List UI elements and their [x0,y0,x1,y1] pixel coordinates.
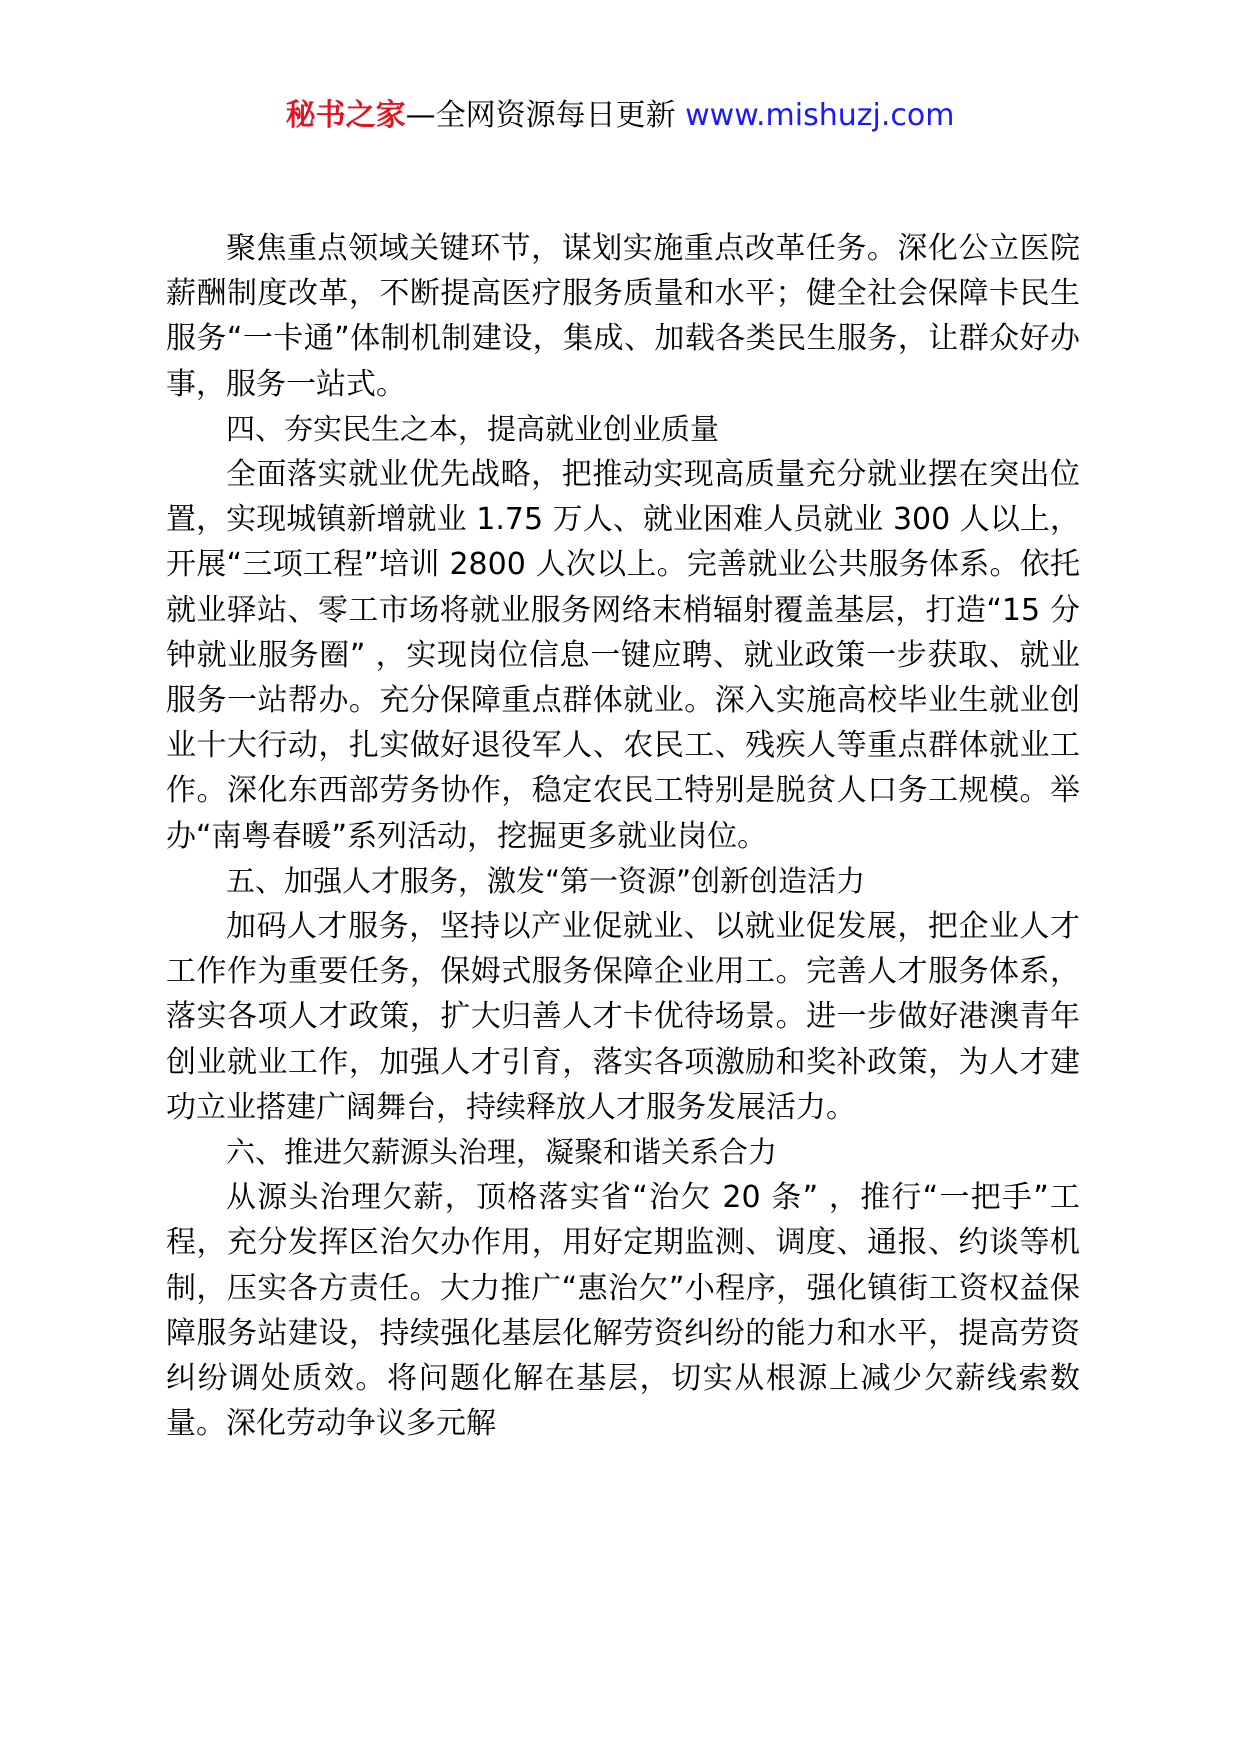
paragraph-employment: 全面落实就业优先战略，把推动实现高质量充分就业摆在突出位置，实现城镇新增就业 1.75 万人、就业困难人员就业 300 人以上，开展“三项工程”培训 2800 人次以上。完善就业公共服务体系。依托就业驿站、零工市场将就业服务网络末梢辐射覆盖基层，打造“15 分钟就业服务圈” ，实现岗位信息一键应聘、就业政策一步获取、就业服务一站帮办。充分保障重点群体就业。深入实施高校毕业生就业创业十大行动，扎实做好退役军人、农民工、残疾人等重点群体就业工作。深化东西部劳务协作，稳定农民工特别是脱贫人口务工规模。举办“南粤春暖”系列活动，挖掘更多就业岗位。 [166,457,1080,854]
paragraph-wage-arrears: 从源头治理欠薪，顶格落实省“治欠 20 条” ，推行“一把手”工程，充分发挥区治欠办作用，用好定期监测、调度、通报、约谈等机制，压实各方责任。大力推广“惠治欠”小程序，强化镇街工资权益保障服务站建设，持续强化基层化解劳资纠纷的能力和水平，提高劳资纠纷调处质效。将问题化解在基层，切实从根源上减少欠薪线索数量。深化劳动争议多元解 [166,1180,1080,1442]
paragraph-talent-services: 加码人才服务，坚持以产业促就业、以就业促发展，把企业人才工作作为重要任务，保姆式服务保障企业用工。完善人才服务体系，落实各项人才政策，扩大归善人才卡优待场景。进一步做好港澳青年创业就业工作，加强人才引育，落实各项激励和奖补政策，为人才建功立业搭建广阔舞台，持续释放人才服务发展活力。 [166,909,1080,1125]
section-heading-6: 六、推进欠薪源头治理，凝聚和谐关系合力 [226,1135,778,1170]
section-heading-4: 四、夯实民生之本，提高就业创业质量 [226,411,720,446]
site-url-link[interactable]: www.mishuzj.com [685,98,955,133]
section-heading-5: 五、加强人才服务，激发“第一资源”创新创造活力 [226,863,866,898]
site-header [0,96,1240,136]
paragraph-reform-tasks: 聚焦重点领域关键环节，谋划实施重点改革任务。深化公立医院薪酬制度改革，不断提高医疗服务质量和水平；健全社会保障卡民生服务“一卡通”体制机制建设，集成、加载各类民生服务，让群众好办事，服务一站式。 [166,231,1080,402]
site-brand: 秘书之家 [285,98,406,133]
document-body [166,226,1080,1446]
site-tagline: —全网资源每日更新 [405,98,686,133]
